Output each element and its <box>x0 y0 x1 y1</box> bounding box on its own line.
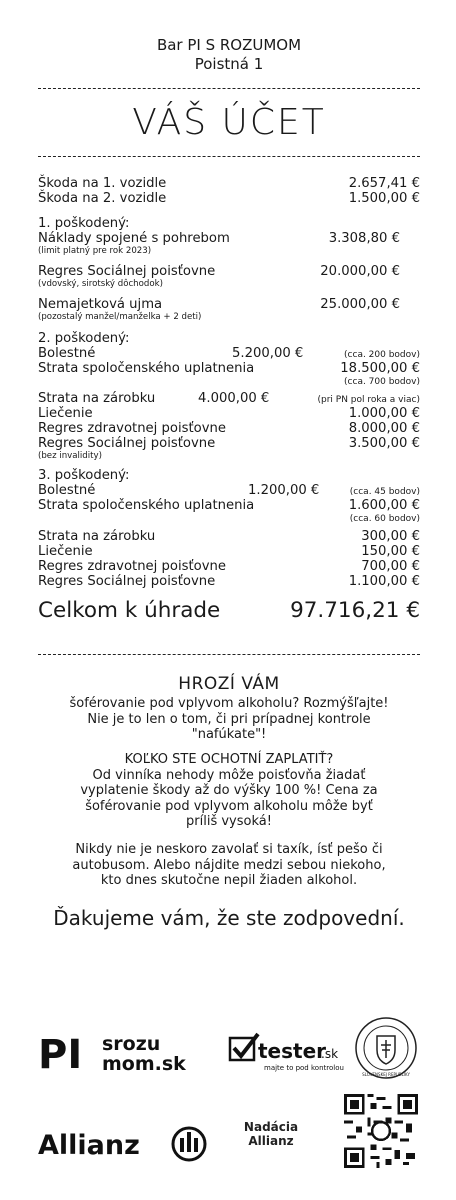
line-label: Regres Sociálnej poisťovne <box>38 436 216 451</box>
line-note: (limit platný pre rok 2023) <box>38 246 152 256</box>
line-value: 4.000,00 € <box>198 391 270 406</box>
line-value: 20.000,00 € <box>320 264 400 279</box>
text-line: šoférovanie pod vplyvom alkoholu? Rozmýšľajte! <box>69 696 389 711</box>
allianz-wordmark: Allianz <box>38 1130 140 1161</box>
line-value: 8.000,00 € <box>348 421 420 436</box>
line-value: 150,00 € <box>361 544 420 559</box>
line-label: Strata spoločenského uplatnenia <box>38 498 255 513</box>
line-label: Škoda na 2. vozidle <box>38 191 167 206</box>
line-note: (bez invalidity) <box>38 451 102 461</box>
nadacia-line1: Nadácia <box>243 1120 299 1134</box>
line-label: Bolestné <box>38 483 96 498</box>
header-address: Poistná 1 <box>194 55 264 73</box>
total-label: Celkom k úhrade <box>38 598 221 623</box>
line-note: (pozostalý manžel/manželka + 2 deti) <box>38 312 202 322</box>
line-value: 2.657,41 € <box>348 176 420 191</box>
tester-tagline: majte to pod kontrolou <box>264 1064 344 1072</box>
tester-tld: .sk <box>321 1047 339 1061</box>
line-label: Náklady spojené s pohrebom <box>38 231 230 246</box>
line-value: 700,00 € <box>361 559 420 574</box>
warning-paragraph-3 <box>38 842 420 889</box>
pi-srozumom-logo <box>38 1030 188 1074</box>
divider <box>38 654 420 655</box>
line-sub: (cca. 200 bodov) <box>344 350 420 360</box>
seal-text: SLOVENSKEJ REPUBLIKY <box>362 1072 410 1077</box>
section-heading-text: 3. poškodený: <box>38 468 130 483</box>
line-value: 3.308,80 € <box>328 231 400 246</box>
line-label: Liečenie <box>38 544 93 559</box>
text-line: autobusom. Alebo nájdite medzi sebou niekoho, <box>72 857 386 873</box>
line-note: (vdovský, sirotský dôchodok) <box>38 279 163 289</box>
text-line: vyplatenie škody až do výšky 100 %! Cena za <box>80 783 378 798</box>
line-value: 18.500,00 € <box>340 361 420 376</box>
section-heading-text: 2. poškodený: <box>38 331 130 346</box>
pi-logo-line1: srozu <box>102 1033 161 1055</box>
line-label: Strata na zárobku <box>38 391 156 406</box>
line-value: 1.000,00 € <box>348 406 420 421</box>
warning-title: HROZÍ VÁM <box>178 674 280 694</box>
line-value: 5.200,00 € <box>232 346 304 361</box>
line-value: 3.500,00 € <box>348 436 420 451</box>
qr-code-icon[interactable] <box>344 1094 418 1168</box>
text-line: príliš vysoká! <box>186 814 272 829</box>
line-value: 25.000,00 € <box>320 297 400 312</box>
tester-logo <box>228 1030 348 1074</box>
line-value: 1.100,00 € <box>348 574 420 589</box>
text-line: KOĽKO STE OCHOTNÍ ZAPLATIŤ? <box>124 752 334 767</box>
line-sub: (pri PN pol roka a viac) <box>317 395 420 405</box>
text-line: Od vinníka nehody môže poisťovňa žiadať <box>92 767 366 783</box>
divider <box>38 88 420 89</box>
line-label: Škoda na 1. vozidle <box>38 176 167 191</box>
allianz-logo <box>38 1124 208 1164</box>
line-label: Strata na zárobku <box>38 529 156 544</box>
pi-logo-big: PI <box>38 1032 83 1074</box>
thank-you-message: Ďakujeme vám, že ste zodpovední. <box>53 906 405 930</box>
line-sub: (cca. 60 bodov) <box>349 514 420 524</box>
tester-name: tester <box>258 1039 327 1063</box>
line-value: 1.600,00 € <box>348 498 420 513</box>
line-value: 1.500,00 € <box>348 191 420 206</box>
line-label: Bolestné <box>38 346 96 361</box>
line-sub: (cca. 700 bodov) <box>344 377 420 387</box>
section-heading-text: 1. poškodený: <box>38 216 130 231</box>
text-line: "nafúkate"! <box>191 727 267 742</box>
text-line: šoférovanie pod vplyvom alkoholu môže byť <box>85 798 373 814</box>
warning-paragraph-2 <box>38 752 420 830</box>
header-venue: Bar PI S ROZUMOM <box>156 36 302 54</box>
line-label: Regres Sociálnej poisťovne <box>38 264 216 279</box>
line-value: 1.200,00 € <box>248 483 320 498</box>
text-line: kto dnes skutočne nepil žiaden alkohol. <box>100 873 358 888</box>
text-line: Nikdy nie je neskoro zavolať si taxík, ísť pešo či <box>75 842 383 857</box>
pi-logo-line2: mom.sk <box>102 1053 186 1074</box>
warning-paragraph-1 <box>38 696 420 743</box>
nadacia-allianz-label <box>236 1120 306 1148</box>
line-label: Regres Sociálnej poisťovne <box>38 574 216 589</box>
line-label: Regres zdravotnej poisťovne <box>38 421 227 436</box>
divider <box>38 156 420 157</box>
receipt-title: VÁŠ ÚČET <box>132 102 326 143</box>
line-sub: (cca. 45 bodov) <box>349 487 420 497</box>
total-value: 97.716,21 € <box>290 598 420 623</box>
line-label: Strata spoločenského uplatnenia <box>38 361 255 376</box>
line-label: Regres zdravotnej poisťovne <box>38 559 227 574</box>
line-label: Liečenie <box>38 406 93 421</box>
police-seal-icon <box>354 1016 418 1080</box>
line-label: Nemajetková ujma <box>38 297 163 312</box>
nadacia-line2: Allianz <box>248 1134 294 1148</box>
line-value: 300,00 € <box>361 529 420 544</box>
text-line: Nie je to len o tom, či pri prípadnej kontrole <box>87 711 371 727</box>
